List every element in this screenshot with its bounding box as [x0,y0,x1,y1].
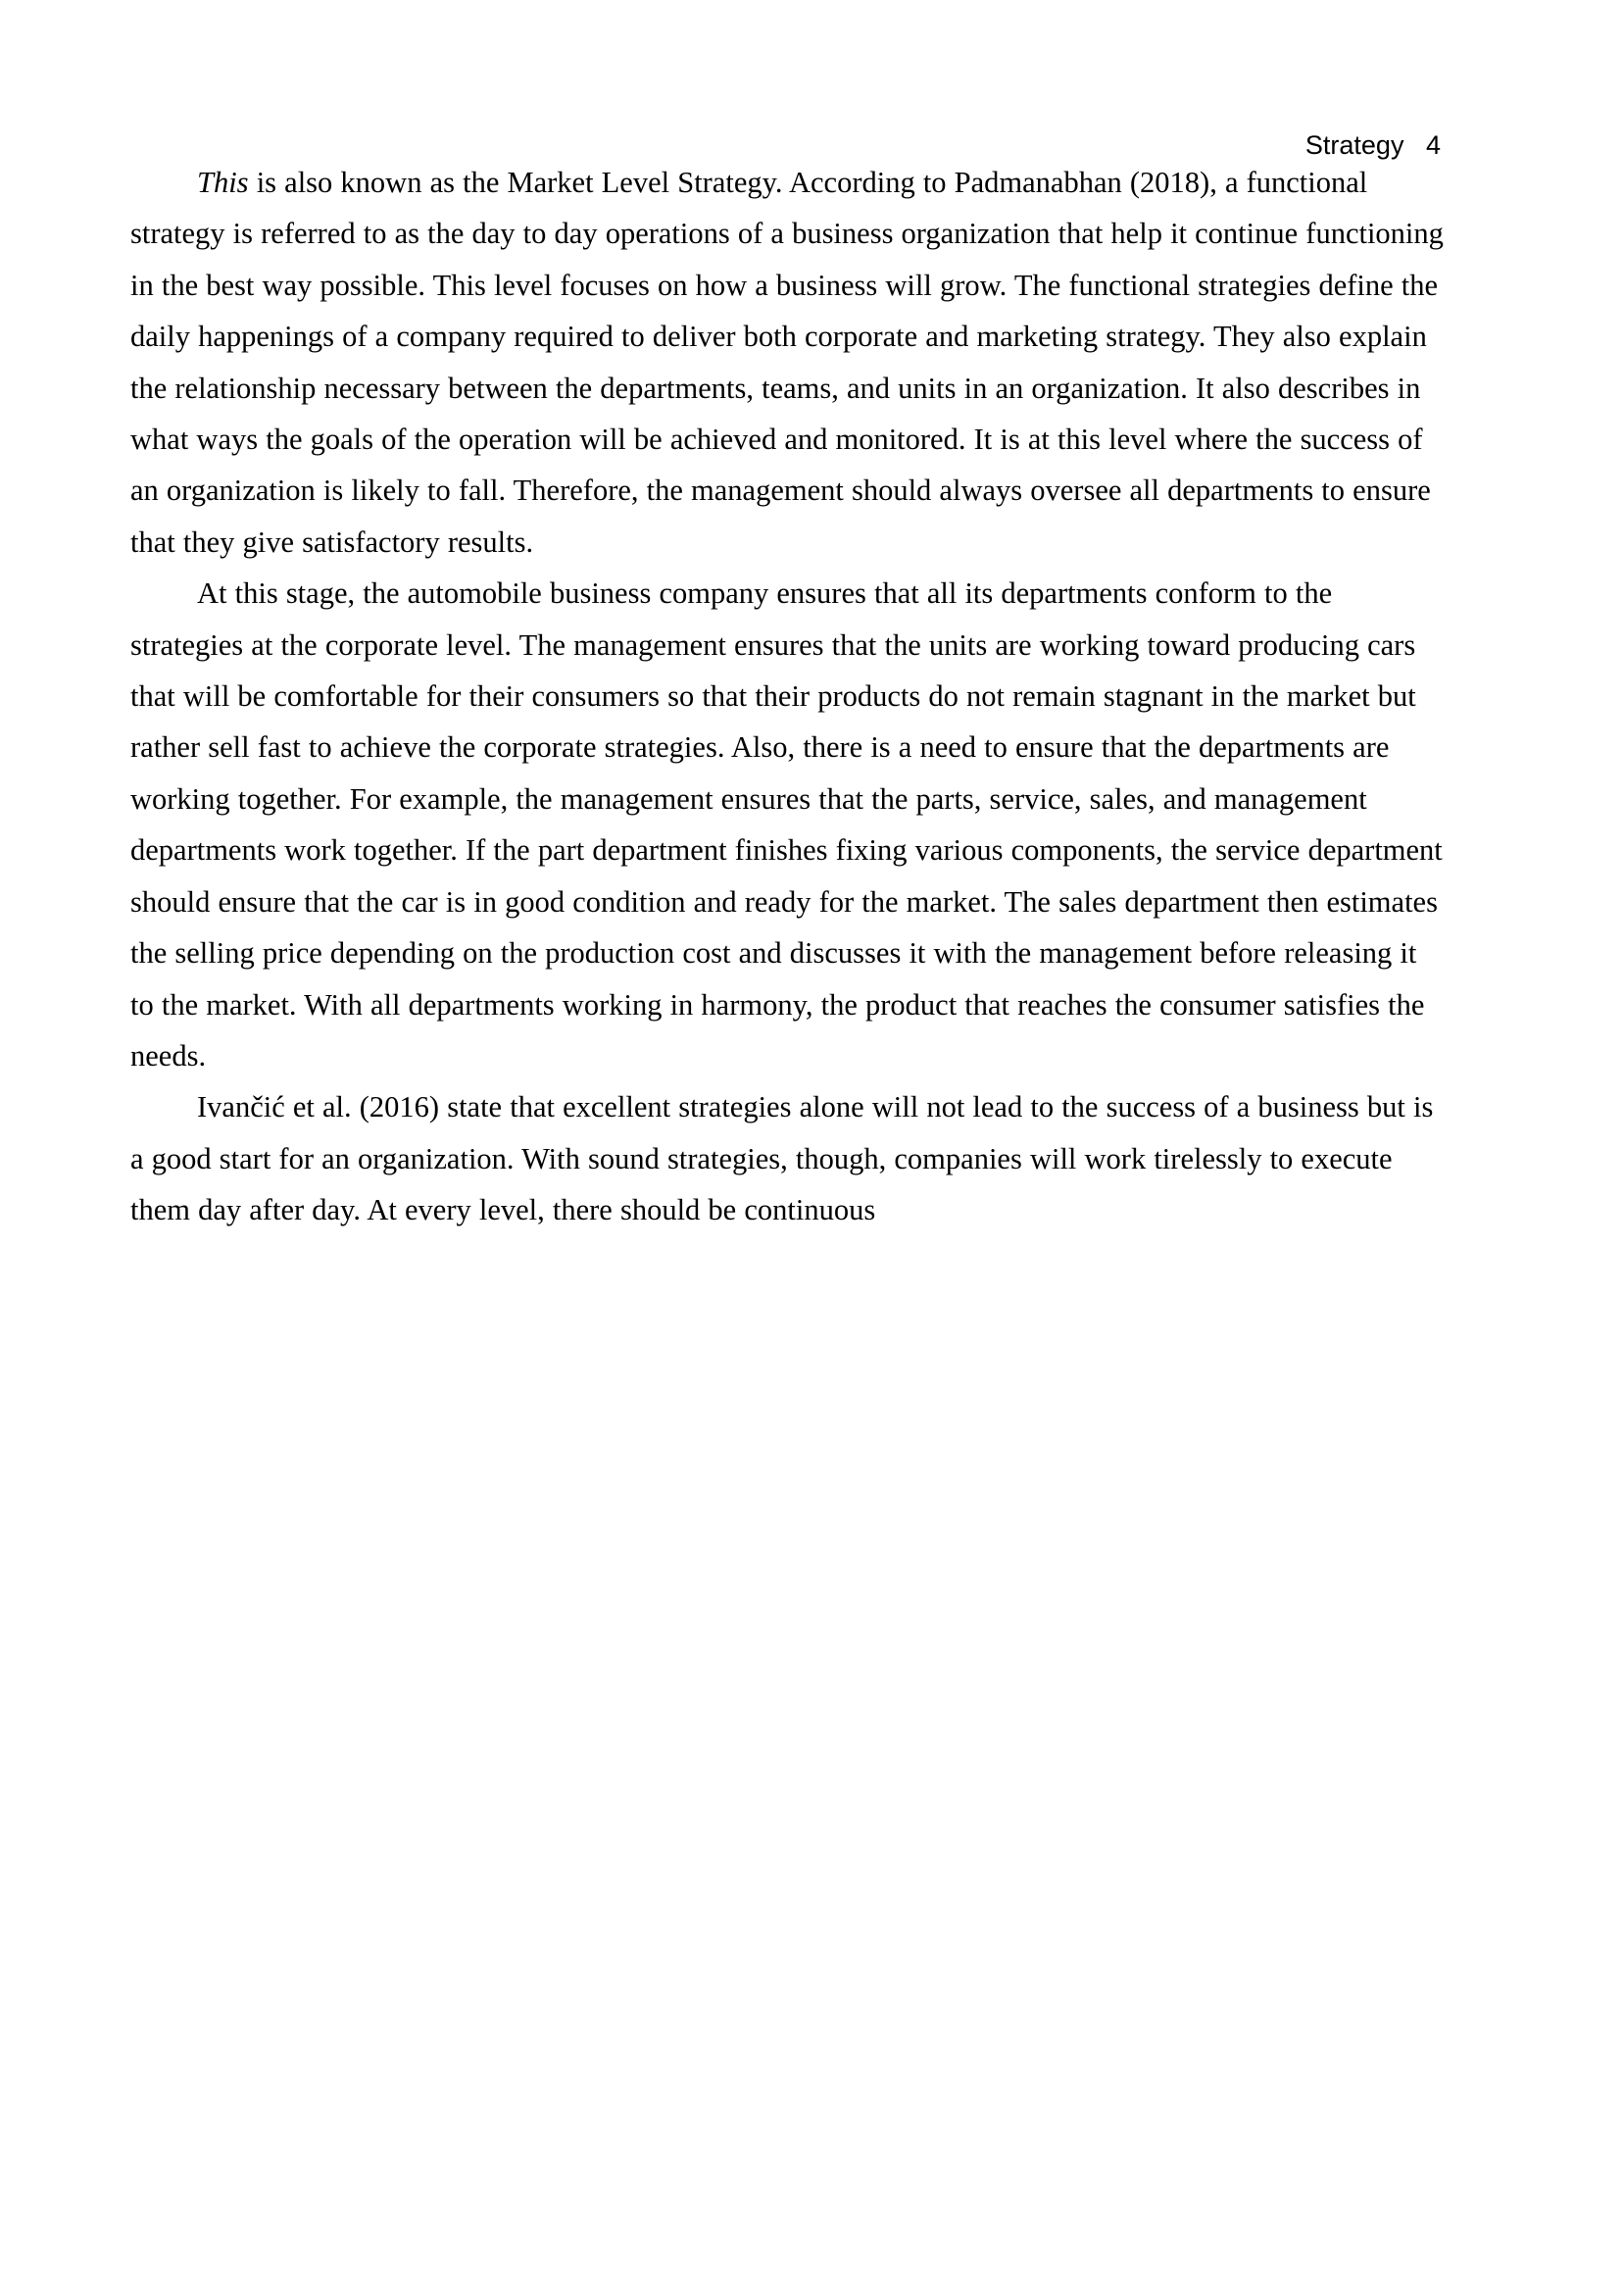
running-head-gap [1403,130,1426,160]
paragraph-2 [130,568,1444,1081]
paragraph-1-lead-italic: This [197,166,249,199]
paragraph-2-text: At this stage, the automobile business company ensures that all its departments conform to the strategies at the corporate level. The management ensures that the units are working toward producing cars that will be comfortable for their consumers so that their products do not remain stagnant in the market but rather sell fast to achieve the corporate strategies. Also, there is a need to ensure that the departments are working together. For example, the management ensures that the parts, service, sales, and management departments work together. If the part department finishes fixing various components, the service department should ensure that the car is in good condition and ready for the market. The sales department then estimates the selling price depending on the production cost and discusses it with the management before releasing it to the market. With all departments working in harmony, the product that reaches the consumer satisfies the needs. [130,576,1443,1073]
paragraph-3 [130,1081,1444,1235]
paragraph-3-text: Ivančić et al. (2016) state that excellent strategies alone will not lead to the success of a business but is a good start for an organization. With sound strategies, though, companies will work tirelessly to execute them day after day. At every level, there should be continuous [130,1090,1434,1227]
paragraph-1 [130,157,1444,568]
running-head-title: Strategy [1304,130,1404,160]
body-text-block [130,157,1444,1236]
running-head-page-number: 4 [1425,130,1441,160]
paragraph-1-text: is also known as the Market Level Strategy. According to Padmanabhan (2018), a functional strategy is referred to as the day to day operations of a business organization that help it continue functioning in the best way possible. This level focuses on how a business will grow. The functional strategies define the daily happenings of a company required to deliver both corporate and marketing strategy. They also explain the relationship necessary between the departments, teams, and units in an organization. It also describes in what ways the goals of the operation will be achieved and monitored. It is at this level where the success of an organization is likely to fall. Therefore, the management should always oversee all departments to ensure that they give satisfactory results. [130,166,1444,559]
